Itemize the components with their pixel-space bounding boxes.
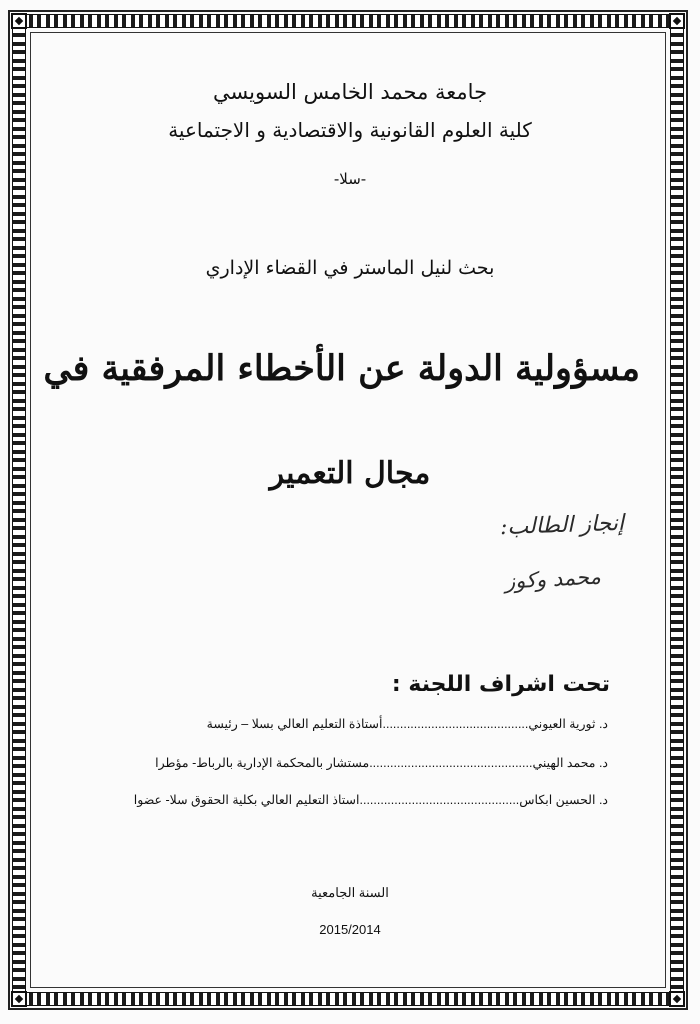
corner-ornament <box>669 13 685 29</box>
committee-member <box>207 716 608 731</box>
decorative-border-right <box>670 14 684 1006</box>
university-name: جامعة محمد الخامس السويسي <box>212 80 488 104</box>
title-prefix: د. <box>598 793 608 807</box>
faculty-name: كلية العلوم القانونية والاقتصادية و الاجتماعية <box>168 118 532 142</box>
thesis-title-line-1: مسؤولية الدولة عن الأخطاء المرفقية في <box>43 348 640 389</box>
committee-member <box>155 755 608 770</box>
supervision-heading: تحت اشراف اللجنة : <box>391 672 610 697</box>
member-name: ثورية العيوني <box>528 717 596 731</box>
corner-ornament <box>11 13 27 29</box>
leader-dots: .............................................. <box>359 793 520 807</box>
city-name: -سلا- <box>333 170 367 188</box>
decorative-border-left <box>12 14 26 1006</box>
leader-dots: .......................................... <box>382 717 529 731</box>
student-label: إنجاز الطالب: <box>499 510 625 541</box>
member-role: مستشار بالمحكمة الإدارية بالرباط- مؤطرا <box>155 756 370 770</box>
decorative-border-bottom <box>12 992 684 1006</box>
title-prefix: د. <box>598 717 608 731</box>
corner-ornament <box>11 991 27 1007</box>
thesis-title-line-2: مجال التعمير <box>269 456 431 491</box>
academic-year: 2015/2014 <box>319 922 381 937</box>
degree-line: بحث لنيل الماستر في القضاء الإداري <box>205 257 495 279</box>
title-prefix: د. <box>598 756 608 770</box>
leader-dots: ............................................... <box>369 756 533 770</box>
academic-year-label: السنة الجامعية <box>311 885 389 900</box>
member-role: أستاذة التعليم العالي بسلا – رئيسة <box>206 717 383 731</box>
student-name: محمد وكوز <box>504 564 602 594</box>
corner-ornament <box>669 991 685 1007</box>
member-name: محمد الهيني <box>532 756 596 770</box>
committee-member <box>134 792 608 807</box>
decorative-border-top <box>12 14 684 28</box>
member-role: استاذ التعليم العالي بكلية الحقوق سلا- عضوا <box>133 793 360 807</box>
member-name: الحسين ابكاس <box>519 793 596 807</box>
